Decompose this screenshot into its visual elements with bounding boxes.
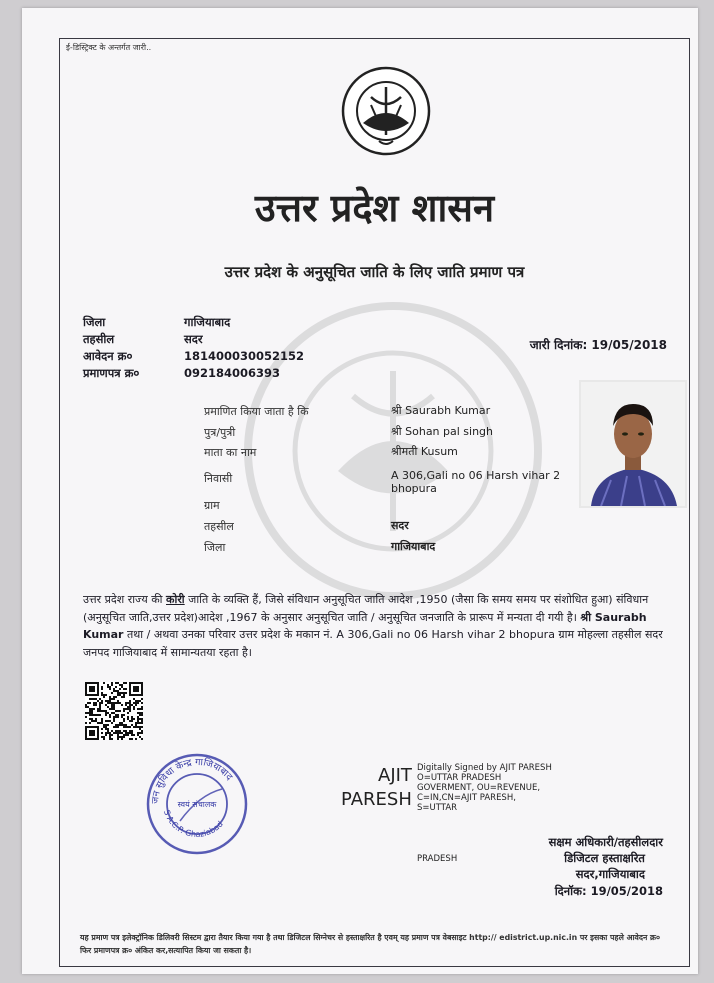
signer-name-last: PARESH: [341, 789, 412, 810]
authority-date: दिनॉक: 19/05/2018: [554, 884, 663, 898]
statement-applicant-name: श्री Saurabh Kumar: [83, 610, 647, 641]
detail-label-son-daughter: पुत्र/पुत्री: [204, 426, 236, 439]
detail-value-address: A 306,Gali no 06 Harsh vihar 2 bhopura: [391, 469, 561, 495]
authority-digital-signed: डिजिटल हस्ताक्षरित: [564, 851, 645, 865]
detail-value-mother-name: श्रीमती Kusum: [391, 445, 458, 458]
district-label: जिला: [83, 315, 106, 329]
seal-bottom-text: S A.C.P. Ghaziabad: [161, 808, 225, 839]
service-center-seal-icon: [144, 751, 250, 857]
certificate-title: उत्तर प्रदेश के अनुसूचित जाति के लिए जाति प्रमाण पत्र: [224, 263, 525, 281]
detail-value-district: गाजियाबाद: [391, 540, 436, 553]
district-value: गाजियाबाद: [184, 315, 231, 329]
application-number-value: 181400030052152: [184, 349, 305, 363]
certificate-frame: [59, 38, 690, 967]
certificate-paper: [22, 8, 698, 974]
issue-date: जारी दिनांक: 19/05/2018: [529, 338, 667, 352]
government-title: उत्तर प्रदेश शासन: [254, 185, 495, 230]
detail-label-tehsil: तहसील: [204, 520, 234, 533]
digital-signature-state: PRADESH: [417, 854, 458, 864]
detail-label-resident: निवासी: [204, 472, 233, 485]
statement-part-2: जाति के व्यक्ति हैं, जिसे संविधान अनुसूचित जाति आदेश ,1950 (जैसा कि समय समय पर संशोधित हुआ) संविधान (अनुसूचित जाति,उत्तर प्रदेश)आदेश ,1967 के अनुसार अनुसूचित जाति / अनुसूचित जनजाति के प्रारूप में मन्यता दी गयी है।: [83, 593, 649, 624]
authority-designation: सक्षम अधिकारी/तहसीलदार: [548, 835, 663, 849]
certificate-number-value: 092184006393: [184, 366, 281, 380]
detail-value-tehsil: सदर: [391, 519, 409, 532]
detail-label-mother: माता का नाम: [204, 446, 257, 459]
signer-name-first: AJIT: [378, 765, 412, 786]
svg-text:S A.C.P. Ghaziabad: [162, 809, 225, 839]
svg-text:जन सुविधा केन्द्र गाजियाबाद: [150, 756, 235, 804]
caste-name: कोरी: [166, 593, 185, 606]
up-government-emblem-icon: [341, 65, 431, 161]
application-number-label: आवेदन क्र०: [83, 349, 133, 363]
applicant-photo: [579, 380, 687, 508]
statement-part-3: तथा / अथवा उनका परिवार उत्तर प्रदेश के मकान नं. A 306,Gali no 06 Harsh vihar 2 bhopura ग्राम मोहल्ला तहसील सदर जनपद गाजियाबाद में सामान्यतया रहता है।: [83, 628, 663, 659]
detail-value-father-name: श्री Sohan pal singh: [391, 425, 494, 438]
qr-code-icon: [85, 682, 143, 740]
statement-part-1: उत्तर प्रदेश राज्य की: [83, 593, 167, 606]
digital-signature-details: Digitally Signed by AJIT PARESH O=UTTAR PRADESH GOVERMENT, OU=REVENUE, C=IN,CN=AJIT PARESH, S=UTTAR: [417, 763, 552, 813]
tehsil-value: सदर: [184, 332, 203, 346]
detail-value-applicant-name: श्री Saurabh Kumar: [391, 404, 491, 417]
detail-label-certified: प्रमाणित किया जाता है कि: [204, 405, 309, 418]
detail-label-district: जिला: [204, 541, 226, 554]
e-district-note: ई-डिस्ट्रिक्ट के अन्तर्गत जारी..: [66, 43, 152, 52]
verification-footer: यह प्रमाण पत्र इलेक्ट्रॉनिक डिलिवरी सिस्टम द्वारा तैयार किया गया है तथा डिजिटल सिग्नेचर से हस्ताक्षरित है एवम् यह प्रमाण पत्र वेबसाइट http:// edistrict.up.nic.in पर इसका पहले आवेदन क्र० फिर प्रमाणपत्र क्र० अंकित कर,सत्यापित किया जा सकता है।: [80, 933, 661, 955]
certificate-statement: [83, 591, 679, 661]
detail-label-village: ग्राम: [204, 499, 220, 512]
certificate-number-label: प्रमाणपत्र क्र०: [83, 366, 140, 380]
seal-text: जन सुविधा केन्द्र गाजियाबाद: [149, 756, 235, 805]
tehsil-label: तहसील: [83, 332, 115, 346]
authority-office: सदर,गाजियाबाद: [575, 867, 645, 881]
seal-inner-text: स्वयं संचालक: [177, 800, 217, 809]
